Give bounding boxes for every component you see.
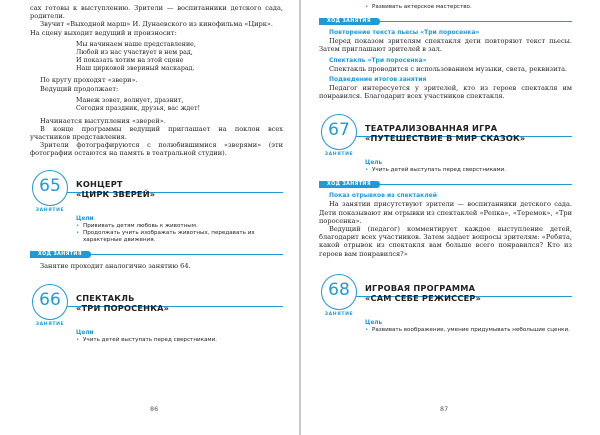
verse-block-2 [76,97,283,113]
lesson-title: ИГРОВАЯ ПРОГРАММА «САМ СЕБЕ РЕЖИССЕР» [365,282,482,303]
paragraph: Начинается выступления «зверей». [40,116,166,125]
mid-text [30,76,283,92]
paragraph: Ведущий (педагог) комментирует каждое выступление детей, благодарит всех участников. Затем задает вопросы зрителям: «Ребята, какой отрывок из спектакля вам больше всего понравился? Кто из героев вам понравился?» [319,225,572,258]
page-number: 87 [440,405,449,413]
lesson-number-badge: 68 ЗАНЯТИЕ [321,274,357,310]
goals-heading: Цель [365,160,383,167]
page-number: 86 [150,405,159,413]
outro-text [30,117,283,158]
lesson-number-badge: 65 ЗАНЯТИЕ [32,170,68,206]
lesson-title: КОНЦЕРТ «ЦИРК ЗВЕРЕЙ» [76,178,156,199]
goal-item: • Продолжать учить изображать животных, передавать их характерные движения. [76,230,283,244]
course-sections [319,29,572,100]
goal-item: • Учить детей выступать перед сверстниками. [365,167,572,174]
course-text: Занятие проходит аналогично занятию 64. [40,262,191,271]
course-tab: ХОД ЗАНЯТИЯ [30,251,91,258]
lesson-title: ТЕАТРАЛИЗОВАННАЯ ИГРА «ПУТЕШЕСТВИЕ В МИР СКАЗОК» [365,123,526,144]
goal-item: • Учить детей выступать перед сверстниками. [76,337,283,344]
goals-list [30,337,283,344]
goal-item: • Прививать детям любовь к животным. [76,223,283,230]
section-text [319,200,572,257]
goals-heading: Цели [76,215,94,222]
goal-item: • Развивать актерское мастерство. [365,4,572,11]
goals-heading: Цели [76,330,94,337]
paragraph: Звучит «Выходной марш» И. Дунаевского из кинофильма «Цирк». [40,20,274,29]
paragraph: На занятии присутствуют зрители — воспитанники детского сада. Дети показывают им отрывки из спектаклей «Репка», «Теремок», «Три поросенка». [319,200,572,225]
right-page [301,0,600,435]
goals-list [30,223,283,245]
paragraph: Зрители фотографируются с полюбившимися «зверями» (эти фотографии остаются на память в театральной студии). [30,141,283,158]
verse-line: Мы начинаем наше представление, [76,40,196,48]
verse-block-1 [76,41,283,73]
verse-line: Наш цирковой звериный маскарад. [76,64,195,72]
goals-list [319,327,572,334]
goals-heading: Цель [365,319,383,326]
course-bar [30,251,283,258]
lesson-68-header [319,274,572,318]
verse-line: Любой из нас участвует в нем рад, [76,48,193,56]
intro-text [30,4,283,37]
course-bar [319,181,572,188]
section-heading: Спектакль «Три поросенка» [329,56,427,64]
lesson-title: СПЕКТАКЛЬ «ТРИ ПОРОСЕНКА» [76,293,170,314]
lesson-65-header [30,170,283,214]
lesson-number-badge: 66 ЗАНЯТИЕ [32,284,68,320]
section-heading: Показ отрывков из спектаклей [329,192,437,200]
verse-line: Сегодня праздник, друзья, вас ждет! [76,104,200,112]
verse-line: И показать хотим на этой сцене [76,56,184,64]
paragraph: В конце программы ведущий приглашает на поклон всех участников представления. [30,124,283,142]
paragraph: На сцену выходит ведущий и произносит: [30,28,177,37]
verse-line: Манеж зовет, волнует, дразнит, [76,96,184,104]
course-tab: ХОД ЗАНЯТИЯ [319,18,380,25]
left-page [0,0,299,435]
paragraph: По кругу проходят «звери». [40,76,138,85]
paragraph: сах готовы к выступлению. Зрители — воспитанники детского сада, родители. [30,4,283,21]
goal-item: • Развивать воображение, умение придумывать небольшие сценки. [365,327,572,334]
course-tab: ХОД ЗАНЯТИЯ [319,181,380,188]
section-heading: Повторение текста пьесы «Три поросенка» [329,29,480,37]
section-heading: Подведение итогов занятия [329,75,427,83]
section-text: Педагог интересуется у зрителей, кто из героев спектакля им понравился. Благодарит всех участников спектакля. [319,83,572,101]
lesson-number-badge: 67 ЗАНЯТИЕ [321,114,357,150]
lesson-67-header [319,114,572,158]
goals-list [319,167,572,174]
course-bar [319,18,572,25]
section-text: Спектакль проводится с использованием музыки, света, реквизита. [329,64,568,73]
section-text: Перед показом зрителям спектакля дети повторяют текст пьесы. Затем приглашают зрителей в зал. [319,37,572,54]
lesson-66-header [30,284,283,328]
paragraph: Ведущий продолжает: [40,84,119,93]
